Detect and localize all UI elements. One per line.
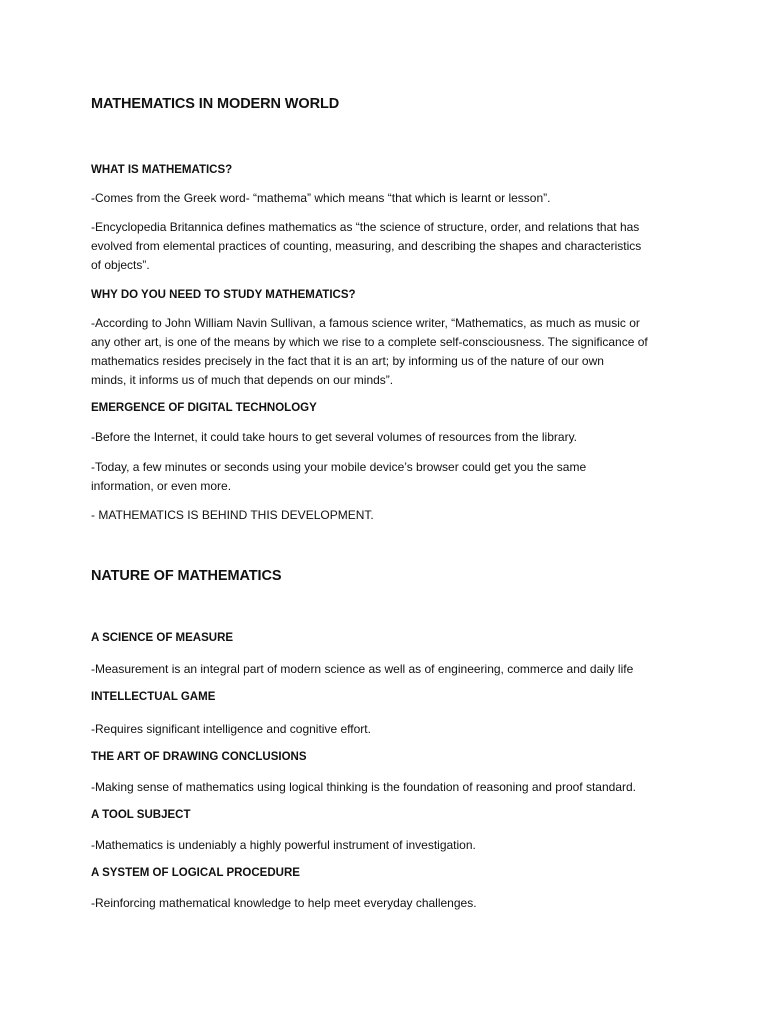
text-line: mathematics resides precisely in the fact that it is an art; by informing us of the nature of our own (91, 354, 604, 368)
section-title-modern-world: MATHEMATICS IN MODERN WORLD (91, 96, 340, 112)
paragraph-greek-origin (91, 189, 681, 208)
section-title-nature: NATURE OF MATHEMATICS (91, 568, 282, 584)
text-line: -Measurement is an integral part of modern science as well as of engineering, commerce and daily life (91, 662, 634, 676)
text-line: -Comes from the Greek word- “mathema” which means “that which is learnt or lesson”. (91, 191, 551, 205)
paragraph-sullivan-quote (91, 314, 681, 390)
text-line: -According to John William Navin Sullivan, a famous science writer, “Mathematics, as much as music or (91, 316, 640, 330)
heading-what-is-mathematics: WHAT IS MATHEMATICS? (91, 164, 233, 176)
paragraph-math-behind (91, 506, 681, 525)
text-line: information, or even more. (91, 479, 232, 493)
paragraph-today (91, 458, 681, 496)
paragraph-intelligence (91, 720, 681, 739)
text-line: -Today, a few minutes or seconds using your mobile device’s browser could get you the same (91, 460, 587, 474)
paragraph-instrument (91, 836, 681, 855)
heading-intellectual-game: INTELLECTUAL GAME (91, 691, 216, 703)
text-line: evolved from elemental practices of counting, measuring, and describing the shapes and characteristics (91, 239, 642, 253)
paragraph-britannica-definition (91, 218, 681, 275)
heading-tool-subject: A TOOL SUBJECT (91, 809, 191, 821)
text-line: -Before the Internet, it could take hours to get several volumes of resources from the library. (91, 430, 578, 444)
heading-drawing-conclusions: THE ART OF DRAWING CONCLUSIONS (91, 751, 307, 763)
paragraph-logical-thinking (91, 778, 681, 797)
paragraph-before-internet (91, 428, 681, 447)
text-line: -Reinforcing mathematical knowledge to help meet everyday challenges. (91, 896, 477, 910)
heading-logical-procedure: A SYSTEM OF LOGICAL PROCEDURE (91, 867, 300, 879)
text-line: -Mathematics is undeniably a highly powerful instrument of investigation. (91, 838, 476, 852)
text-line: -Making sense of mathematics using logical thinking is the foundation of reasoning and proof standard. (91, 780, 636, 794)
text-line: minds, it informs us of much that depends on our minds”. (91, 373, 394, 387)
paragraph-reinforcing (91, 894, 681, 913)
text-line: -Requires significant intelligence and cognitive effort. (91, 722, 371, 736)
text-line: of objects”. (91, 258, 150, 272)
heading-science-of-measure: A SCIENCE OF MEASURE (91, 632, 234, 644)
heading-digital-technology: EMERGENCE OF DIGITAL TECHNOLOGY (91, 402, 317, 414)
text-line: -Encyclopedia Britannica defines mathematics as “the science of structure, order, and relations that has (91, 220, 640, 234)
paragraph-measurement (91, 660, 681, 679)
heading-why-study: WHY DO YOU NEED TO STUDY MATHEMATICS? (91, 289, 356, 301)
text-line: any other art, is one of the means by which we rise to a complete self-consciousness. The significance of (91, 335, 648, 349)
text-line: - MATHEMATICS IS BEHIND THIS DEVELOPMENT. (91, 508, 374, 522)
